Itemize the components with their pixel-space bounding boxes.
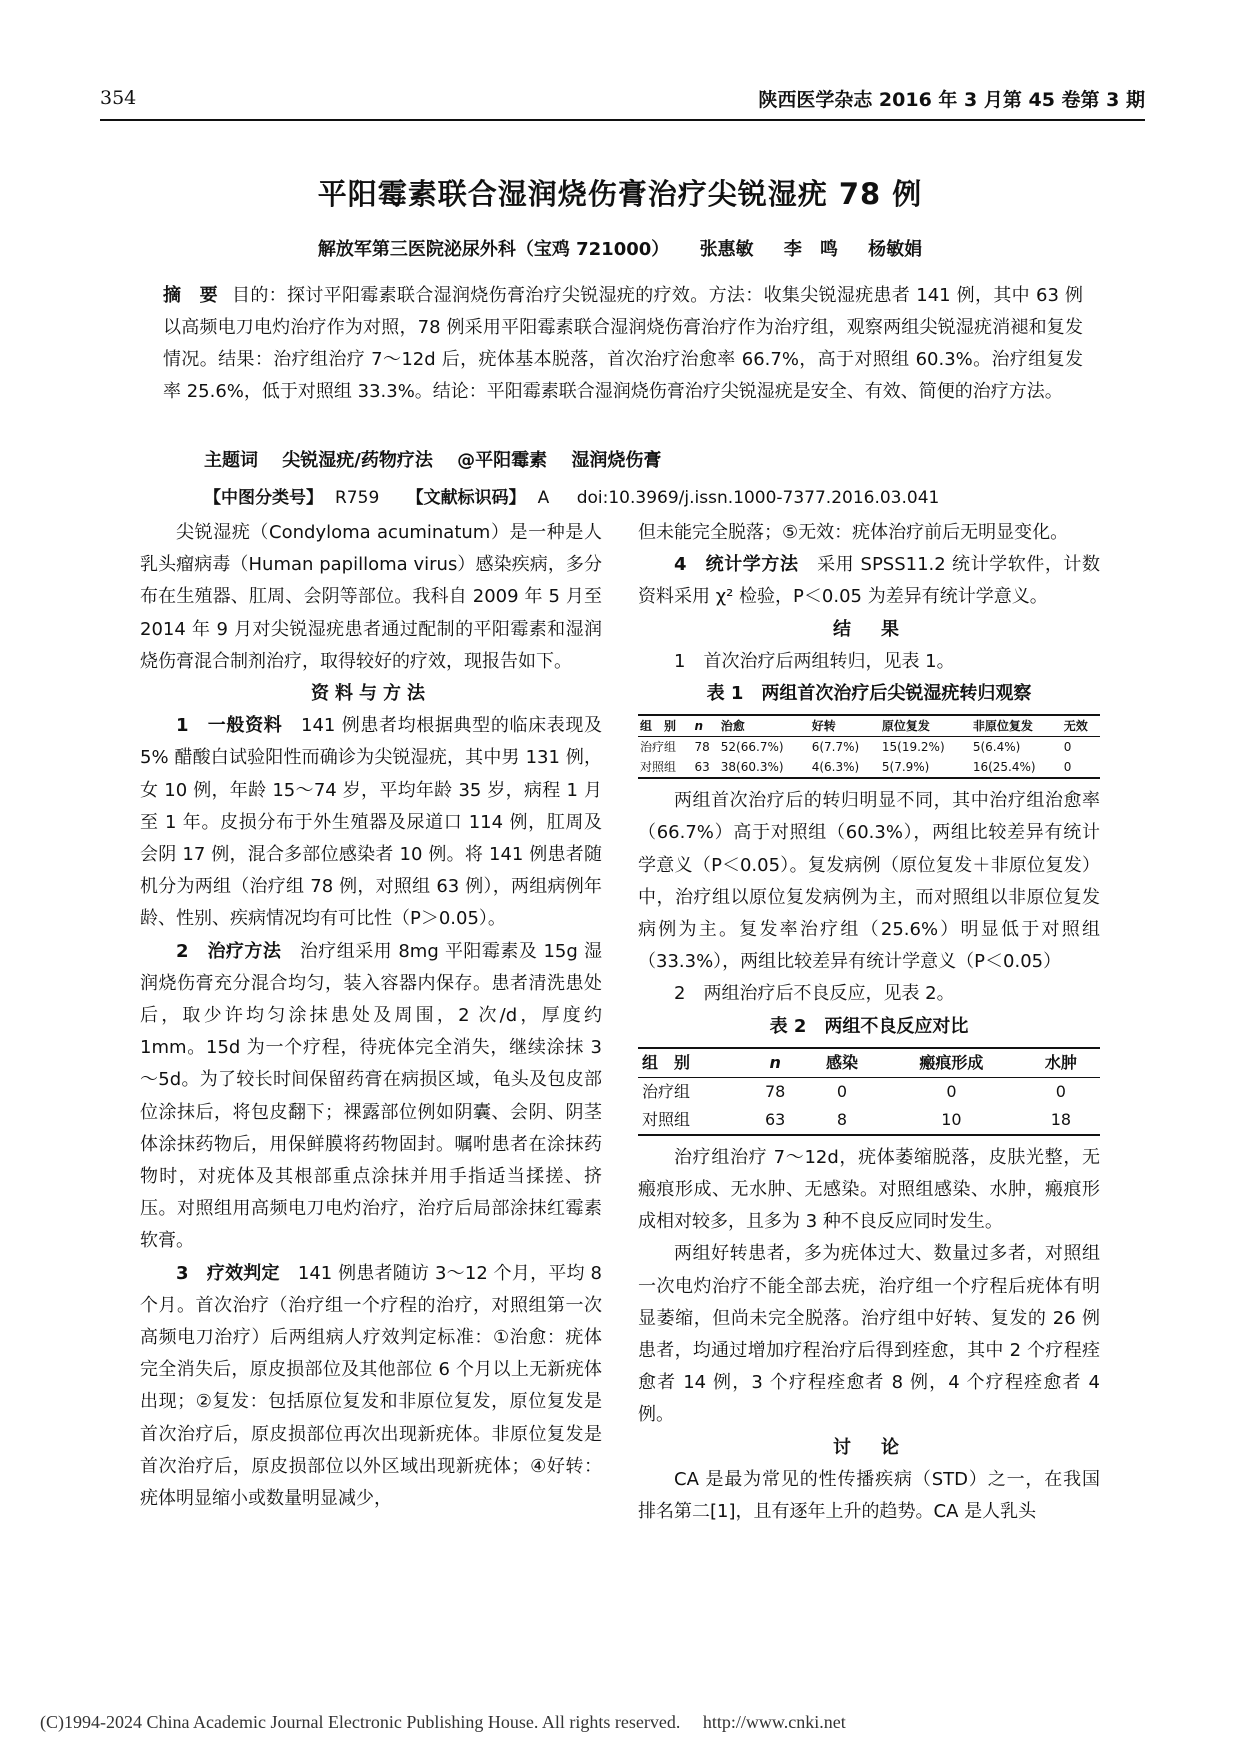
table-cell: 4(6.3%) bbox=[811, 760, 860, 775]
table-cell: 6(7.7%) bbox=[811, 740, 860, 755]
subsection-heading: 4 统计学方法 bbox=[674, 554, 799, 576]
keyword: @平阳霉素 bbox=[457, 450, 548, 471]
journal-name: 陕西医学杂志 2016 年 3 月第 45 卷第 3 期 bbox=[758, 89, 1145, 111]
section-heading-discussion: 讨 论 bbox=[833, 1436, 905, 1458]
result-paragraph-3: 两组好转患者，多为疣体过大、数量过多者，对照组一次电灼治疗不能全部去疣，治疗组一个疗程后疣体有明显萎缩，但尚未完全脱落。治疗组中好转、复发的 26 例患者，均通过增加疗程治疗后得到痊愈，其中 2 个疗程痊愈者 14 例，3 个疗程痊愈者 8 例，4 个疗程痊愈者 4 例。 bbox=[638, 1243, 1100, 1426]
table-header-row bbox=[638, 715, 1100, 737]
table-cell: 0 bbox=[1055, 1081, 1066, 1101]
keyword: 湿润烧伤膏 bbox=[571, 450, 662, 471]
page-number: 354 bbox=[100, 87, 137, 109]
section-heading-methods: 资料与方法 bbox=[311, 683, 431, 705]
table-cell: 治疗组 bbox=[642, 1081, 691, 1101]
left-column bbox=[140, 517, 602, 1515]
table-cell: 0 bbox=[836, 1081, 848, 1101]
paragraph-text: 141 例患者随访 3～12 个月，平均 8 个月。首次治疗（治疗组一个疗程的治疗，对照组第一次高频电刀治疗）后两组病人疗效判定标准：①治愈：疣体完全消失后，原皮损部位及其他部位 6 个月以上无新疣体出现；②复发：包括原位复发和非原位复发，原位复发是首次治疗后，原皮损部位再次出现新疣体。非原位复发是首次治疗后，原皮损部位以外区域出现新疣体；④好转：疣体明显缩小或数量明显减少， bbox=[140, 1262, 603, 1510]
keyword: 尖锐湿疣/药物疗法 bbox=[282, 450, 433, 471]
table-header: 组 别 bbox=[640, 719, 677, 734]
paragraph-general-data bbox=[140, 710, 602, 935]
table-cell: 治疗组 bbox=[640, 740, 677, 755]
footer-url[interactable]: http://www.cnki.net bbox=[702, 1712, 846, 1732]
continued-paragraph: 但未能完全脱落；⑤无效：疣体治疗前后无明显变化。 bbox=[638, 522, 1069, 543]
table-header: 原位复发 bbox=[881, 719, 930, 734]
table-cell: 78 bbox=[694, 740, 710, 755]
running-header bbox=[100, 85, 1145, 121]
table-cell: 0 bbox=[946, 1081, 957, 1101]
abstract-label: 摘 要 bbox=[163, 285, 218, 306]
result-item-1: 1 首次治疗后两组转归，见表 1。 bbox=[674, 650, 955, 672]
table-1 bbox=[638, 714, 1100, 779]
table-cell: 10 bbox=[941, 1109, 962, 1129]
table-cell: 16(25.4%) bbox=[972, 760, 1036, 775]
paragraph-statistics bbox=[638, 549, 1100, 613]
table-cell: 5(6.4%) bbox=[972, 740, 1021, 755]
keywords-label: 主题词 bbox=[204, 450, 258, 471]
table-cell: 8 bbox=[836, 1109, 848, 1129]
table-header: 无效 bbox=[1063, 719, 1088, 734]
subsection-heading: 1 一般资料 bbox=[176, 715, 283, 737]
subsection-heading: 3 疗效判定 bbox=[176, 1262, 280, 1284]
abstract-text: 目的：探讨平阳霉素联合湿润烧伤膏治疗尖锐湿疣的疗效。方法：收集尖锐湿疣患者 141 例，其中 63 例以高频电刀电灼治疗作为对照，78 例采用平阳霉素联合湿润烧伤膏治疗作为治疗组，观察两组尖锐湿疣消褪和复发情况。结果：治疗组治疗 7～12d 后，疣体基本脱落，首次治疗治愈率 66.7%，高于对照组 60.3%。治疗组复发率 25.6%，低于对照组 33.3%。结论：平阳霉素联合湿润烧伤膏治疗尖锐湿疣是安全、有效、简便的治疗方法。 bbox=[163, 285, 1083, 402]
clc-value: R759 bbox=[335, 488, 380, 508]
table-row bbox=[638, 737, 1100, 758]
table-cell: 5(7.9%) bbox=[881, 760, 930, 775]
author-name: 杨敏娟 bbox=[868, 239, 923, 260]
classification-line bbox=[204, 483, 1104, 508]
table-row bbox=[638, 757, 1100, 778]
table-header: 感染 bbox=[825, 1052, 858, 1072]
table-cell: 15(19.2%) bbox=[881, 740, 945, 755]
table-cell: 52(66.7%) bbox=[720, 740, 784, 755]
result-paragraph-1: 两组首次治疗后的转归明显不同，其中治疗组治愈率（66.7%）高于对照组（60.3%），两组比较差异有统计学意义（P＜0.05）。复发病例（原位复发＋非原位复发）中，治疗组以原位复发病例为主，而对照组以非原位复发病例为主。复发率治疗组（25.6%）明显低于对照组（33.3%），两组比较差异有统计学意义（P＜0.05） bbox=[638, 790, 1100, 973]
paragraph-text: 141 例患者均根据典型的临床表现及 5% 醋酸白试验阳性而确诊为尖锐湿疣，其中男 131 例，女 10 例，年龄 15～74 岁，平均年龄 35 岁，病程 1 月至 1 年。皮损分布于外生殖器及尿道口 114 例，肛周及会阴 17 例，混合多部位感染者 10 例。将 141 例患者随机分为两组（治疗组 78 例，对照组 63 例），两组病例年龄、性别、疾病情况均有可比性（P＞0.05）。 bbox=[140, 715, 603, 930]
author-name: 李 鸣 bbox=[783, 239, 838, 260]
table-header: 非原位复发 bbox=[972, 719, 1033, 734]
abstract bbox=[163, 280, 1083, 408]
discussion-paragraph: CA 是最为常见的性传播疾病（STD）之一，在我国排名第二[1]，且有逐年上升的趋势。CA 是人乳头 bbox=[638, 1468, 1100, 1523]
copyright-footer bbox=[40, 1712, 846, 1733]
keywords bbox=[204, 446, 1084, 472]
paragraph-text: 治疗组采用 8mg 平阳霉素及 15g 湿润烧伤膏充分混合均匀，装入容器内保存。患者清洗患处后，取少许均匀涂抹患处及周围，2 次/d，厚度约 1mm。15d 为一个疗程，待疣体完全消失，继续涂抹 3～5d。为了较长时间保留药膏在病损区域，龟头及包皮部位涂抹后，将包皮翻下；裸露部位例如阴囊、会阴、阴茎体涂抹药物后，用保鲜膜将药物固封。嘱咐患者在涂抹药物时，对疣体及其根部重点涂抹并用手指适当揉搓、挤压。对照组用高频电刀电灼治疗，治疗后局部涂抹红霉素软膏。 bbox=[140, 940, 602, 1252]
table-cell: 63 bbox=[764, 1109, 786, 1129]
author-line bbox=[0, 235, 1240, 261]
table-row bbox=[638, 1106, 1100, 1135]
article-title: 平阳霉素联合湿润烧伤膏治疗尖锐湿疣 78 例 bbox=[317, 177, 923, 211]
subsection-heading: 2 治疗方法 bbox=[176, 940, 282, 962]
result-paragraph-2: 治疗组治疗 7～12d，疣体萎缩脱落，皮肤光整，无瘢痕形成、无水肿、无感染。对照组感染、水肿，瘢痕形成相对较多，且多为 3 种不良反应同时发生。 bbox=[638, 1146, 1100, 1233]
table-header: n bbox=[694, 719, 704, 734]
right-column bbox=[638, 517, 1100, 1528]
table-cell: 63 bbox=[694, 760, 710, 775]
paragraph-treatment bbox=[140, 936, 602, 1258]
section-heading-results: 结 果 bbox=[833, 618, 905, 640]
table-header: 组 别 bbox=[642, 1052, 691, 1072]
intro-paragraph: 尖锐湿疣（Condyloma acuminatum）是一种是人乳头瘤病毒（Human papilloma virus）感染疾病，多分布在生殖器、肛周、会阴等部位。我科自 2009 年 5 月至 2014 年 9 月对尖锐湿疣患者通过配制的平阳霉素和湿润烧伤膏混合制剂治疗，取得较好的疗效，现报告如下。 bbox=[140, 522, 602, 672]
author-name: 张惠敏 bbox=[699, 239, 754, 260]
table-cell: 0 bbox=[1063, 740, 1072, 755]
table-cell: 18 bbox=[1050, 1109, 1072, 1129]
paragraph-efficacy bbox=[140, 1258, 602, 1516]
table-cell: 38(60.3%) bbox=[720, 760, 784, 775]
result-item-2: 2 两组治疗后不良反应，见表 2。 bbox=[674, 983, 955, 1005]
table-cell: 0 bbox=[1063, 760, 1072, 775]
copyright-text: (C)1994-2024 China Academic Journal Electronic Publishing House. All rights reserved. bbox=[40, 1712, 681, 1732]
paragraph-text: 采用 SPSS11.2 统计学软件，计数资料采用 χ² 检验，P＜0.05 为差异有统计学意义。 bbox=[638, 554, 1101, 608]
affiliation: 解放军第三医院泌尿外科（宝鸡 721000） bbox=[317, 239, 670, 260]
clc-label: 【中图分类号】 bbox=[204, 488, 323, 508]
table-header: 好转 bbox=[811, 719, 836, 734]
doi: doi:10.3969/j.issn.1000-7377.2016.03.041 bbox=[576, 488, 940, 508]
table1-caption: 表 1 两组首次治疗后尖锐湿疣转归观察 bbox=[706, 683, 1032, 705]
doc-code-value: A bbox=[537, 488, 550, 508]
table-header: 治愈 bbox=[720, 719, 745, 734]
table-row bbox=[638, 1077, 1100, 1106]
table-header: 水肿 bbox=[1044, 1052, 1077, 1072]
table-cell: 对照组 bbox=[642, 1109, 691, 1129]
table-2 bbox=[638, 1047, 1100, 1136]
table-header: 瘢痕形成 bbox=[919, 1052, 984, 1072]
table-cell: 78 bbox=[764, 1081, 786, 1101]
table-header: n bbox=[769, 1052, 781, 1072]
table-header-row bbox=[638, 1048, 1100, 1078]
table-cell: 对照组 bbox=[640, 760, 677, 775]
table2-caption: 表 2 两组不良反应对比 bbox=[769, 1015, 969, 1037]
doc-code-label: 【文献标识码】 bbox=[406, 488, 526, 508]
